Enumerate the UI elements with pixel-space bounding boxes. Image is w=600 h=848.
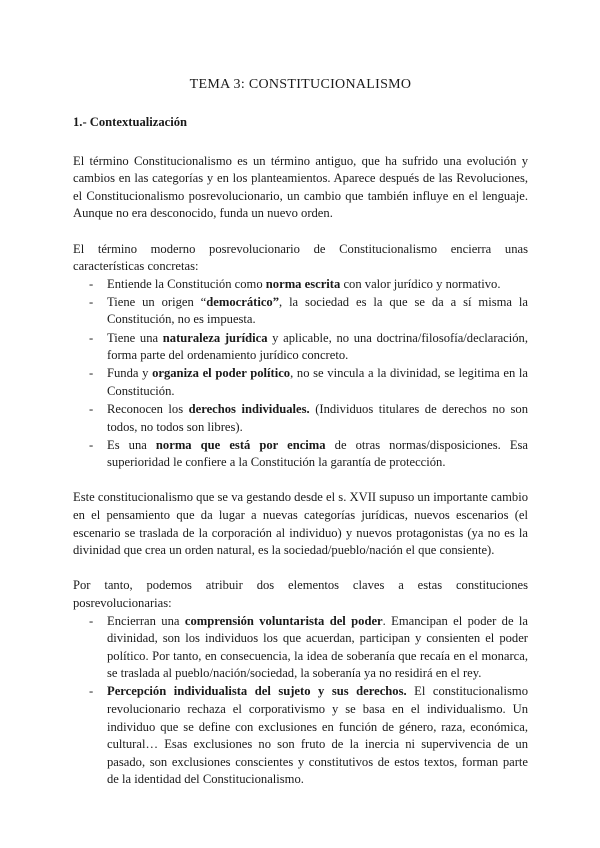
list-item: - Reconocen los derechos individuales. (Individuos titulares de derechos no son todos, no todos son libres). [73, 401, 528, 436]
list-item: - Tiene un origen “democrático”, la sociedad es la que se da a sí misma la Constitución, no es impuesta. [73, 294, 528, 329]
list-item: - Encierran una comprensión voluntarista del poder. Emancipan el poder de la divinidad, son los individuos los que acuerdan, participan y consienten el poder político. Por tanto, en consecuencia, la idea de soberanía que recaía en el monarca, se traslada al pueblo/nación/sociedad, la soberanía ya no residirá en el rey. [73, 613, 528, 683]
paragraph-elements: Por tanto, podemos atribuir dos elementos claves a estas constituciones posrevolucionarias: [73, 578, 528, 610]
list-item: - Tiene una naturaleza jurídica y aplicable, no una doctrina/filosofía/declaración, forma parte del ordenamiento jurídico concreto. [73, 330, 528, 365]
paragraph-context: Este constitucionalismo que se va gestando desde el s. XVII supuso un importante cambio en el pensamiento que da lugar a nuevas categorías jurídicas, nuevos escenarios (el escenario se traslada de la corporación al individuo) y nuevos protagonistas (ya no es la divinidad que crea un orden natural, es la sociedad/pueblo/nación el que consiente). [73, 490, 528, 558]
list-item: - Entiende la Constitución como norma escrita con valor jurídico y normativo. [73, 276, 528, 294]
list-item: - Es una norma que está por encima de otras normas/disposiciones. Esa superioridad le confiere a la Constitución la garantía de protección. [73, 437, 528, 472]
characteristics-list [73, 276, 528, 472]
document-title: TEMA 3: CONSTITUCIONALISMO [189, 77, 412, 92]
elements-list [73, 613, 528, 789]
list-item: - Percepción individualista del sujeto y sus derechos. El constitucionalismo revolucionario rechaza el corporativismo y se basa en el individualismo. Un individuo que se define con exclusiones en función de género, raza, económica, cultural… Esas exclusiones no son fruto de la inercia ni supervivencia de un pasado, son exclusiones conscientes y constitutivos de estos textos, forman parte de la identidad del Constitucionalismo. [73, 683, 528, 789]
section-heading: 1.- Contextualización [73, 115, 188, 129]
list-item: - Funda y organiza el poder político, no se vincula a la divinidad, se legitima en la Constitución. [73, 365, 528, 400]
paragraph-characteristics: El término moderno posrevolucionario de Constitucionalismo encierra unas características concretas: [73, 241, 528, 274]
paragraph-intro: El término Constitucionalismo es un término antiguo, que ha sufrido una evolución y cambios en las categorías y en los planteamientos. Aparece después de las Revoluciones, el Constitucionalismo posrevolucionario, un cambio que también influye en el lenguaje. Aunque no era desconocido, funda un nuevo orden. [73, 153, 528, 221]
